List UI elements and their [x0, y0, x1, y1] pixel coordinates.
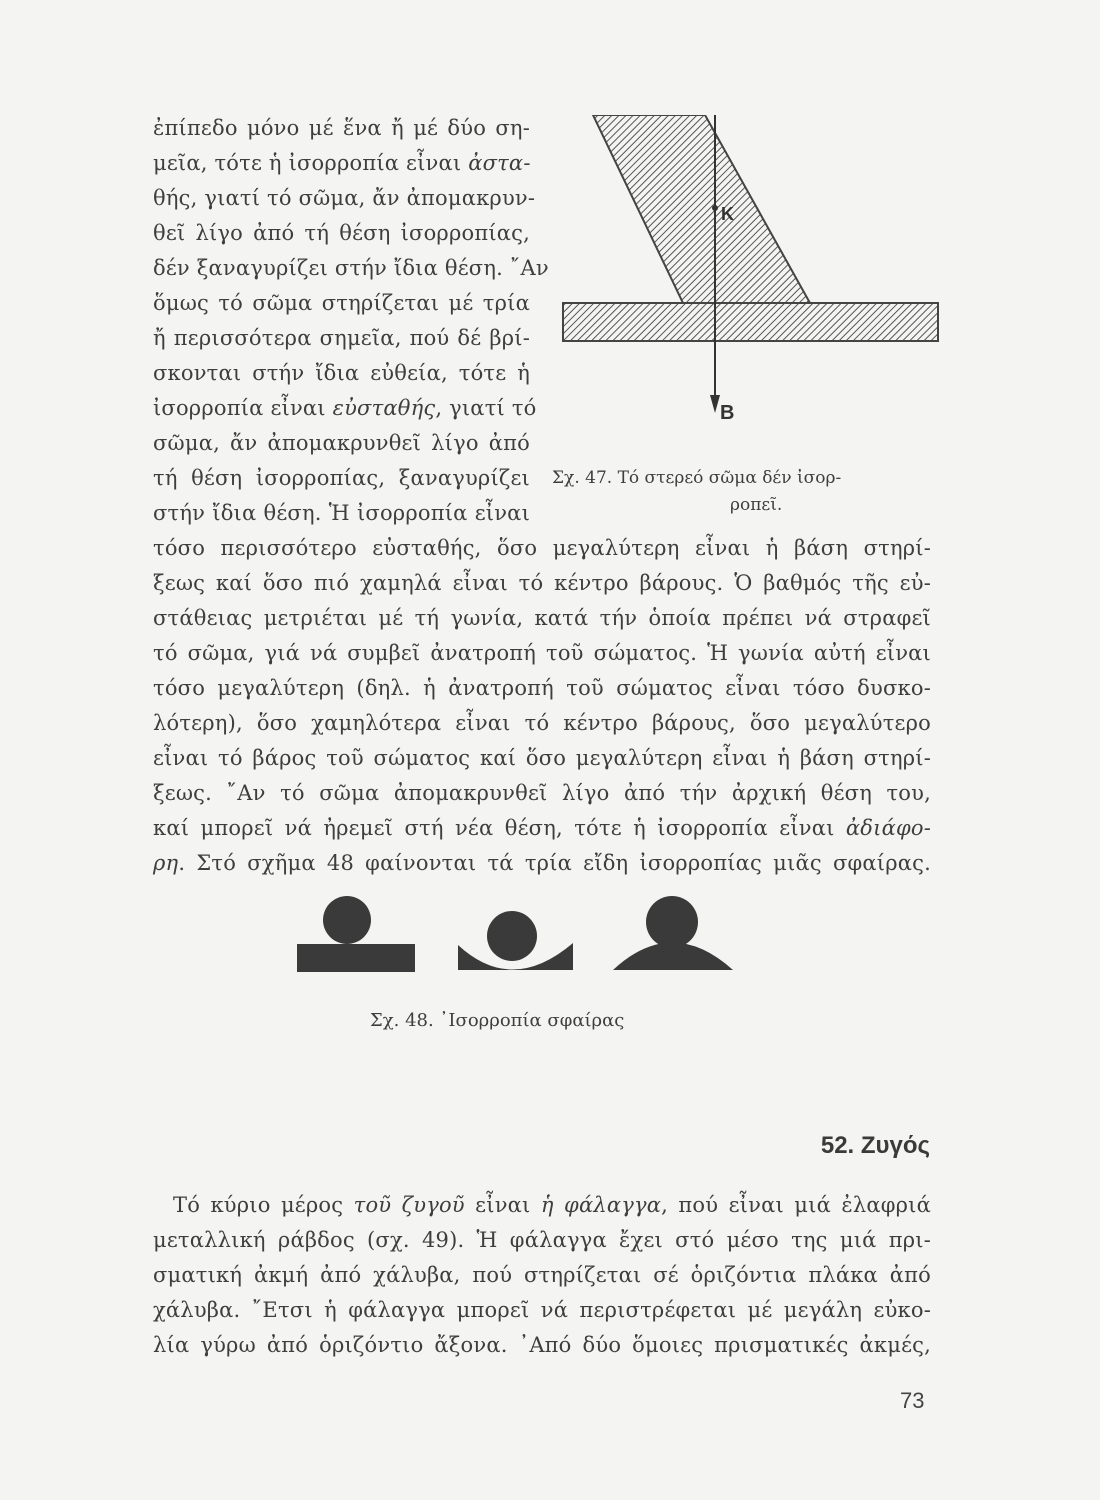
italic-term: ρη — [153, 851, 179, 875]
text-line: ξεως καί ὅσο πιό χαμηλά εἶναι τό κέντρο βάρους. Ὁ βαθμός τῆς εὐ- — [153, 571, 931, 595]
text-line — [153, 1190, 931, 1220]
text-line — [153, 813, 931, 843]
text-line: ἤ περισσότερα σημεῖα, πού δέ βρί- — [153, 326, 530, 350]
text-line — [153, 393, 537, 423]
figure-47-caption: Σχ. 47. Τό στερεό σῶμα δέν ἰσορ- — [552, 468, 842, 488]
ground-slab — [563, 303, 938, 341]
text-span: . Στό σχῆμα 48 φαίνονται τά τρία εἴδη ἰσορροπίας μιᾶς σφαίρας. — [178, 851, 931, 875]
text-line — [153, 848, 931, 878]
italic-term: ἀστα- — [468, 151, 531, 175]
stable-neutral-sphere — [297, 896, 415, 972]
flat-base — [297, 944, 415, 972]
tilted-body — [593, 115, 810, 303]
italic-term: εὐσταθής — [332, 396, 436, 420]
text-line — [153, 148, 530, 178]
figure-48-caption: Σχ. 48. ᾿Ισορροπία σφαίρας — [370, 1010, 625, 1031]
text-span: Τό κύριο μέρος — [173, 1193, 354, 1217]
text-line: τόσο μεγαλύτερη (δηλ. ἡ ἀνατροπή τοῦ σώματος εἶναι τόσο δυσκο- — [153, 676, 931, 700]
text-span: εἶναι — [464, 1193, 541, 1217]
text-span: ἰσορροπία εἶναι — [153, 396, 333, 420]
section-heading: 52. Ζυγός — [820, 1132, 930, 1159]
page-number: 73 — [900, 1388, 925, 1413]
text-line: δέν ξαναγυρίζει στήν ἴδια θέση. ῎Αν — [153, 256, 549, 280]
text-line: σῶμα, ἄν ἀπομακρυνθεῖ λίγο ἀπό — [153, 431, 530, 455]
text-span: καί μπορεῖ νά ἠρεμεῖ στή νέα θέση, τότε ἡ ἰσορροπία εἶναι — [153, 816, 846, 840]
figure-47-caption-cont: ροπεῖ. — [730, 495, 783, 515]
text-line: θής, γιατί τό σῶμα, ἄν ἀπομακρυν- — [153, 186, 536, 210]
sphere — [323, 896, 371, 944]
text-line: ξεως. ῎Αν τό σῶμα ἀπομακρυνθεῖ λίγο ἀπό τήν ἀρχική θέση του, — [153, 781, 931, 805]
figure-48 — [290, 895, 750, 990]
text-line: στήν ἴδια θέση. Ἡ ἰσορροπία εἶναι — [153, 501, 530, 525]
text-line: τή θέση ἰσορροπίας, ξαναγυρίζει — [153, 466, 530, 490]
text-line: χάλυβα. ῎Ετσι ἡ φάλαγγα μπορεῖ νά περιστρέφεται μέ μεγάλη εὐκο- — [153, 1298, 931, 1322]
figure-47 — [555, 115, 945, 435]
text-line: σκονται στήν ἴδια εὐθεία, τότε ἡ — [153, 361, 530, 385]
text-line: λία γύρω ἀπό ὁριζόντιο ἄξονα. ᾿Από δύο ὅμοιες πρισματικές ἀκμές, — [153, 1333, 931, 1357]
unstable-sphere — [613, 896, 733, 970]
text-span: , γιατί τό — [435, 396, 537, 420]
text-line: σματική ἀκμή ἀπό χάλυβα, πού στηρίζεται σέ ὁριζόντια πλάκα ἀπό — [153, 1263, 931, 1287]
text-line: λότερη), ὅσο χαμηλότερα εἶναι τό κέντρο βάρους, ὅσο μεγαλύτερο — [153, 711, 931, 735]
text-line: στάθειας μετριέται μέ τή γωνία, κατά τήν ὁποία πρέπει νά στραφεῖ — [153, 606, 931, 630]
label-k: K — [721, 204, 734, 224]
italic-term: ἡ φάλαγγα — [540, 1193, 662, 1217]
center-of-mass-point — [712, 205, 718, 211]
label-b: B — [720, 402, 735, 424]
italic-term: ἀδιάφο- — [845, 816, 931, 840]
stable-sphere — [458, 911, 573, 970]
italic-term: τοῦ ζυγοῦ — [353, 1193, 465, 1217]
text-line: ὅμως τό σῶμα στηρίζεται μέ τρία — [153, 291, 530, 315]
text-line: εἶναι τό βάρος τοῦ σώματος καί ὅσο μεγαλύτερη εἶναι ἡ βάση στηρί- — [153, 746, 931, 770]
convex-base — [613, 943, 733, 971]
text-line: ἐπίπεδο μόνο μέ ἕνα ἤ μέ δύο ση- — [153, 116, 530, 140]
sphere — [487, 911, 537, 961]
arrow-head-icon — [710, 395, 720, 413]
text-span: , πού εἶναι μιά ἐλαφριά — [661, 1193, 931, 1217]
text-line: τό σῶμα, γιά νά συμβεῖ ἀνατροπή τοῦ σώματος. Ἡ γωνία αὐτή εἶναι — [153, 641, 931, 665]
text-line: θεῖ λίγο ἀπό τή θέση ἰσορροπίας, — [153, 221, 530, 245]
text-line: τόσο περισσότερο εὐσταθής, ὅσο μεγαλύτερη εἶναι ἡ βάση στηρί- — [153, 536, 931, 560]
text-line: μεταλλική ράβδος (σχ. 49). Ἡ φάλαγγα ἔχει στό μέσο της μιά πρι- — [153, 1228, 931, 1252]
sphere — [646, 896, 698, 948]
text-span: μεῖα, τότε ἡ ἰσορροπία εἶναι — [153, 151, 469, 175]
